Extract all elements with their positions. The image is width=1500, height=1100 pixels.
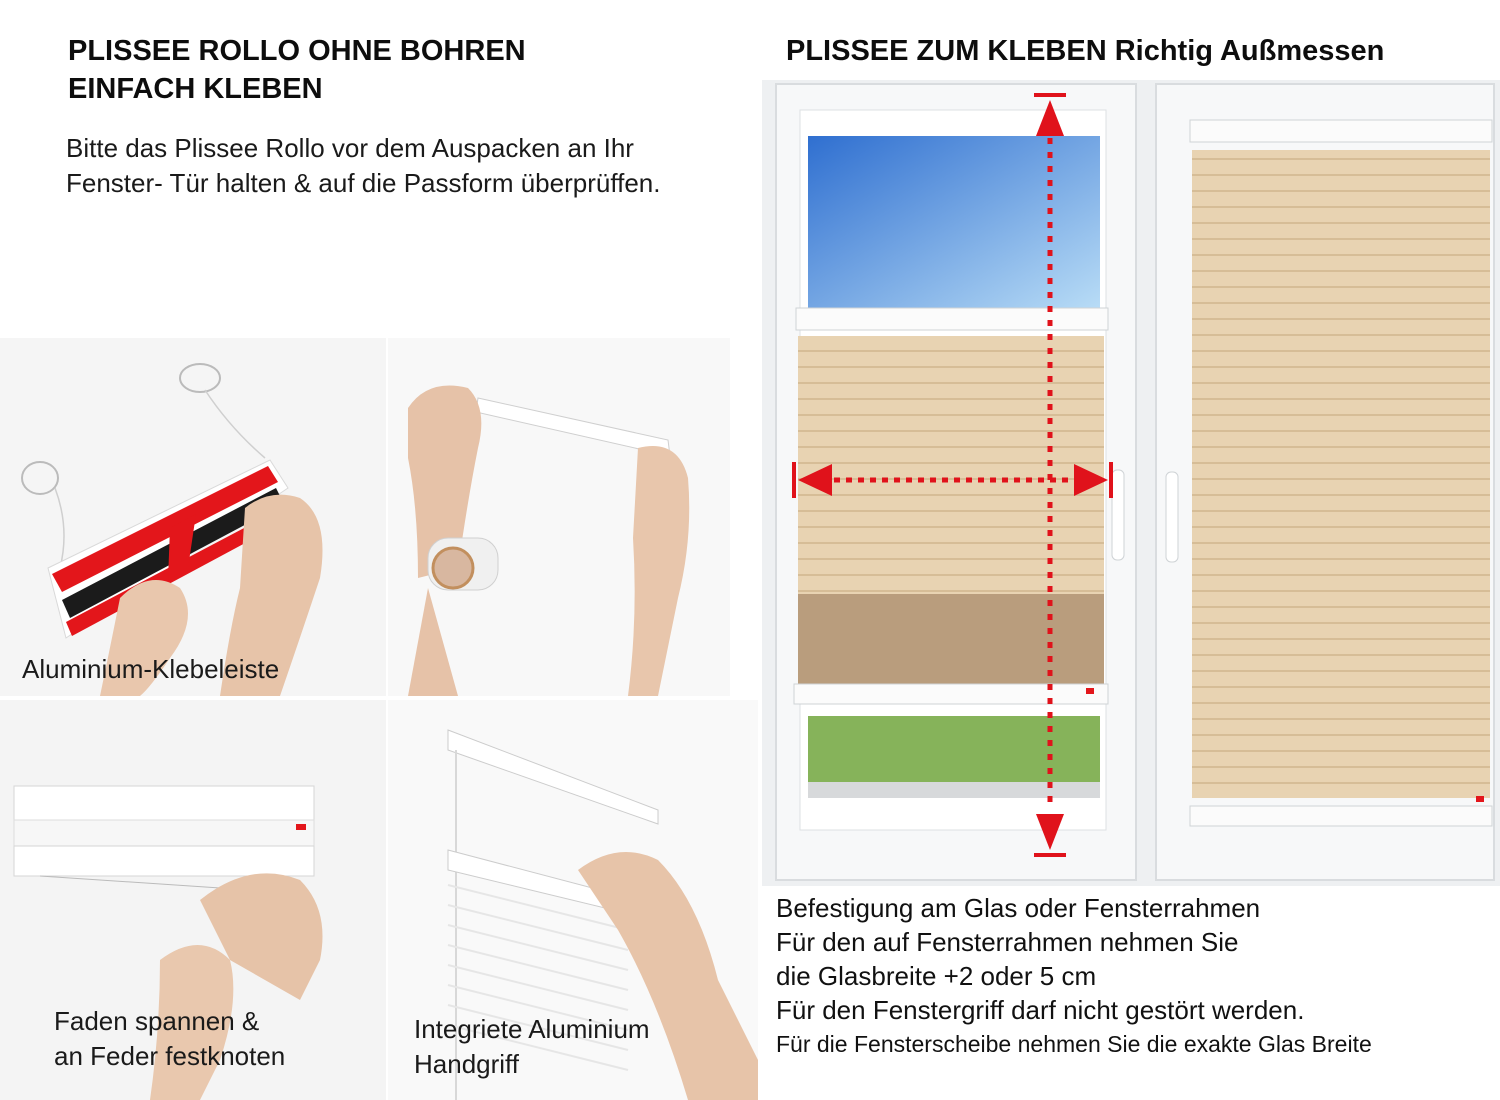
handle-photo: [388, 700, 758, 1100]
instructions-line2: Für den auf Fensterrahmen nehmen Sie: [776, 927, 1239, 957]
thread-caption-line2: an Feder festknoten: [54, 1041, 286, 1071]
left-heading: [68, 32, 526, 108]
left-heading-line1: PLISSEE ROLLO OHNE BOHREN: [68, 35, 526, 67]
holding-rail-photo: [388, 338, 730, 696]
window-measure-photo: [762, 80, 1500, 886]
right-heading: PLISSEE ZUM KLEBEN Richtig Außmessen: [786, 35, 1385, 67]
intro-line2: Fenster- Tür halten & auf die Passform überprüffen.: [66, 168, 661, 198]
thread-caption: [54, 1004, 285, 1074]
intro-text: [66, 131, 660, 201]
instructions-line3: die Glasbreite +2 oder 5 cm: [776, 961, 1097, 991]
adhesive-strip-illustration: [0, 338, 386, 696]
window-measure-illustration: [762, 80, 1500, 886]
instructions: [776, 891, 1372, 1061]
instructions-line4: Für den Fenstergriff darf nicht gestört werden.: [776, 995, 1305, 1025]
intro-line1: Bitte das Plissee Rollo vor dem Auspacken an Ihr: [66, 133, 634, 163]
instructions-line5: Für die Fensterscheibe nehmen Sie die exakte Glas Breite: [776, 1031, 1372, 1057]
thread-photo: [0, 700, 386, 1100]
handle-caption: [414, 1012, 650, 1082]
thread-caption-line1: Faden spannen &: [54, 1006, 260, 1036]
strip-caption: Aluminium-Klebeleiste: [22, 654, 280, 684]
left-heading-line2: EINFACH KLEBEN: [68, 73, 323, 105]
handle-caption-line1: Integriete Aluminium: [414, 1014, 650, 1044]
handle-caption-line2: Handgriff: [414, 1049, 520, 1079]
instructions-line1: Befestigung am Glas oder Fensterrahmen: [776, 893, 1261, 923]
adhesive-strip-photo: [0, 338, 386, 696]
holding-rail-illustration: [388, 338, 730, 696]
